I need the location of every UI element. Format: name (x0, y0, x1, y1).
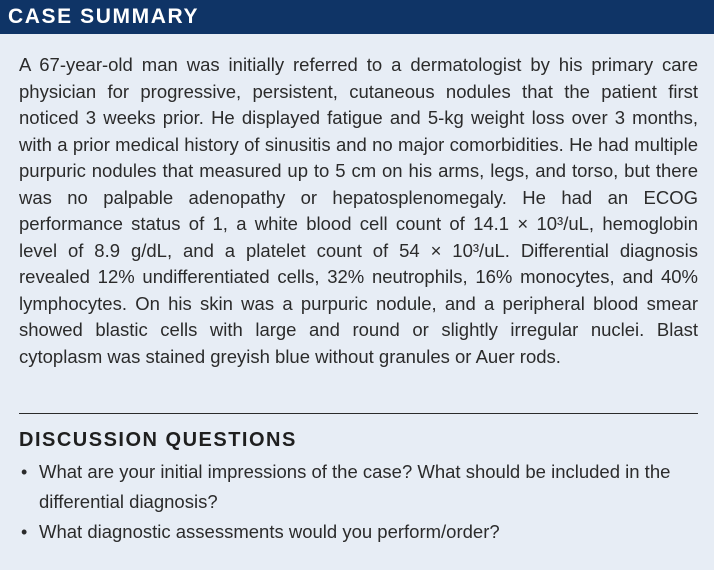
discussion-questions-list (19, 457, 699, 547)
bullet-icon: • (21, 522, 28, 542)
case-summary-text: A 67-year-old man was initially referred to a dermatologist by his primary care physician for progressive, persistent, cutaneous nodules that the patient first noticed 3 weeks prior. He displayed fatigue and 5-kg weight loss over 3 months, with a prior medical history of sinusitis and no major comorbidities. He had multiple purpuric nodules that measured up to 5 cm on his arms, legs, and torso, but there was no palpable adenopathy or hepatosplenomegaly. He had an ECOG performance status of 1, a white blood cell count of 14.1 × 10³/uL, hemoglobin level of 8.9 g/dL, and a platelet count of 54 × 10³/uL. Differential diagnosis revealed 12% undifferentiated cells, 32% neutrophils, 16% monocytes, and 40% lymphocytes. On his skin was a purpuric nodule, and a peripheral blood smear showed blastic cells with large and round or slightly irregular nuclei. Blast cytoplasm was stained greyish blue without granules or Auer rods. (19, 54, 698, 367)
discussion-question (19, 457, 699, 517)
discussion-question (19, 517, 699, 547)
case-summary-title: CASE SUMMARY (8, 5, 200, 28)
question-text: What are your initial impressions of the case? What should be included in the differential diagnosis? (39, 461, 671, 512)
discussion-questions-title: DISCUSSION QUESTIONS (19, 429, 297, 451)
question-text: What diagnostic assessments would you perform/order? (39, 521, 500, 542)
header-bar (0, 0, 714, 34)
section-divider (19, 413, 698, 414)
bullet-icon: • (21, 462, 28, 482)
